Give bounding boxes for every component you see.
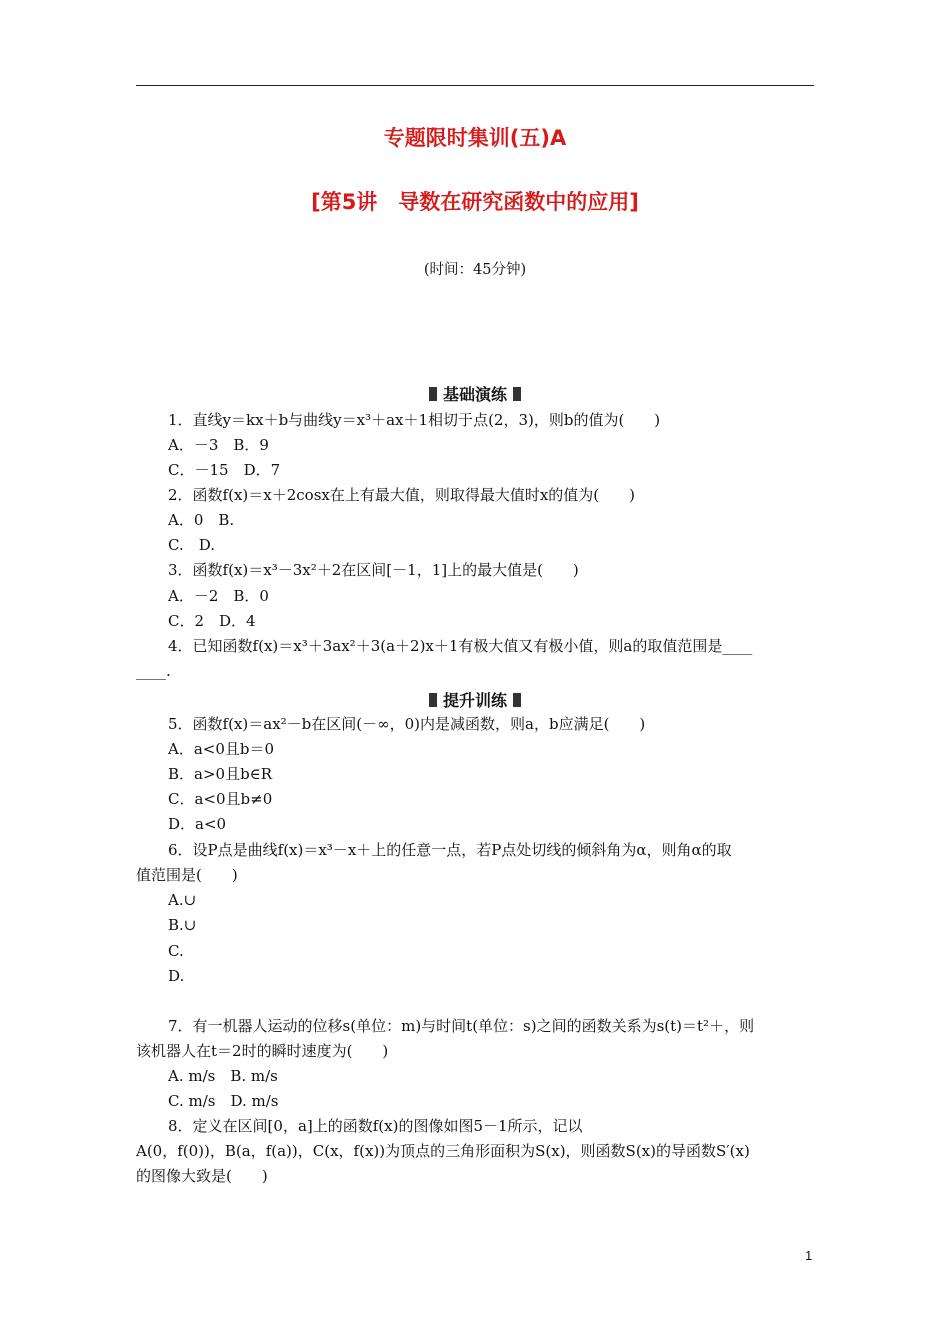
page-title: 专题限时集训(五)A bbox=[383, 126, 567, 150]
question-4: 4．已知函数f(x)＝x³＋3ax²＋3(a＋2)x＋1有极大值又有极小值，则a的取值范围是____ bbox=[168, 637, 753, 655]
section-marker-left bbox=[429, 693, 437, 707]
question-1-options-ab: A．－3 B．9 bbox=[168, 436, 269, 454]
section-advanced bbox=[0, 688, 950, 711]
question-6-continued: 值范围是( ) bbox=[136, 866, 238, 884]
page-number: 1 bbox=[805, 1248, 813, 1263]
section-marker-right bbox=[513, 387, 521, 401]
question-1-options-cd: C．－15 D．7 bbox=[168, 461, 281, 479]
time-limit: (时间：45分钟) bbox=[423, 262, 527, 278]
question-7: 7．有一机器人运动的位移s(单位：m)与时间t(单位：s)之间的函数关系为s(t)＝t²＋，则 bbox=[168, 1017, 755, 1035]
section-marker-right bbox=[513, 693, 521, 707]
question-7-options-ab: A. m/s B. m/s bbox=[168, 1067, 278, 1085]
header-rule bbox=[136, 85, 814, 86]
question-6-option-d: D. bbox=[168, 967, 185, 985]
question-4-continued: ____. bbox=[136, 662, 171, 680]
question-8: 8．定义在区间[0，a]上的函数f(x)的图像如图5－1所示，记以 bbox=[168, 1117, 583, 1135]
question-3-options-cd: C．2 D．4 bbox=[168, 612, 256, 630]
question-7-continued: 该机器人在t＝2时的瞬时速度为( ) bbox=[136, 1042, 389, 1060]
section-advanced-label: 提升训练 bbox=[442, 691, 507, 710]
question-6-option-c: C. bbox=[168, 942, 184, 960]
question-6: 6．设P点是曲线f(x)＝x³－x＋上的任意一点，若P点处切线的倾斜角为α，则角α的取 bbox=[168, 841, 732, 859]
question-6-option-b: B.∪ bbox=[168, 916, 197, 934]
section-basic-label: 基础演练 bbox=[442, 385, 507, 404]
section-marker-left bbox=[429, 387, 437, 401]
question-6-option-a: A.∪ bbox=[168, 891, 197, 909]
question-5-option-d: D．a<0 bbox=[168, 815, 227, 833]
question-8-continued: A(0，f(0))，B(a，f(a))，C(x，f(x))为顶点的三角形面积为S(x)，则函数S(x)的导函数S′(x) bbox=[136, 1142, 750, 1160]
question-5: 5．函数f(x)＝ax²－b在区间(－∞，0)内是减函数，则a，b应满足( ) bbox=[168, 715, 646, 733]
question-3: 3．函数f(x)＝x³－3x²＋2在区间[－1，1]上的最大值是( ) bbox=[168, 561, 579, 579]
question-8-continued-2: 的图像大致是( ) bbox=[136, 1167, 268, 1185]
page-subtitle: [第5讲 导数在研究函数中的应用] bbox=[311, 190, 639, 214]
section-basic bbox=[0, 382, 950, 405]
question-5-option-b: B．a>0且b∈R bbox=[168, 765, 273, 783]
question-2: 2．函数f(x)＝x＋2cosx在上有最大值，则取得最大值时x的值为( ) bbox=[168, 486, 636, 504]
question-2-options-ab: A．0 B. bbox=[168, 511, 235, 529]
question-7-options-cd: C. m/s D. m/s bbox=[168, 1092, 279, 1110]
question-5-option-c: C．a<0且b≠0 bbox=[168, 790, 273, 808]
question-1: 1．直线y＝kx＋b与曲线y＝x³＋ax＋1相切于点(2，3)，则b的值为( ) bbox=[168, 411, 661, 429]
question-3-options-ab: A．－2 B．0 bbox=[168, 587, 269, 605]
question-2-options-cd: C. D. bbox=[168, 536, 215, 554]
question-5-option-a: A．a<0且b＝0 bbox=[168, 740, 275, 758]
